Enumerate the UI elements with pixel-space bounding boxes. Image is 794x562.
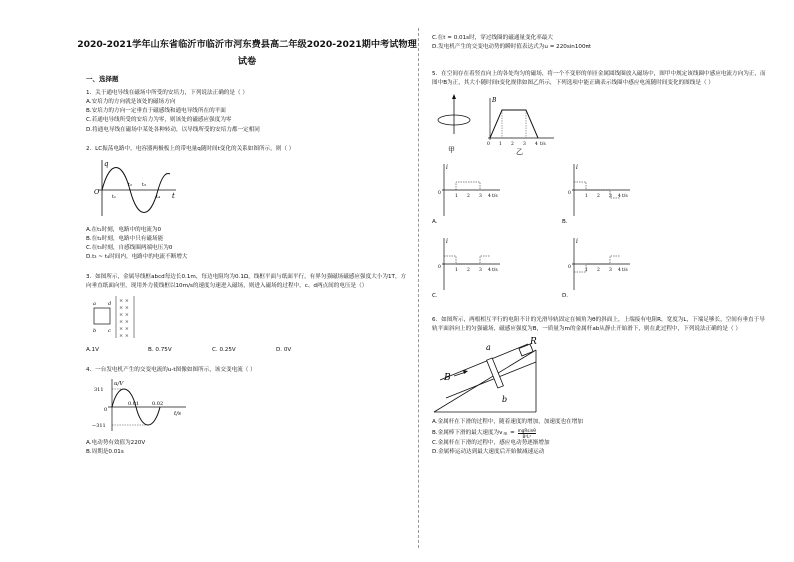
question-6-option-d: D.金属棒运动达到最大速度后开始做减速运动 <box>432 448 545 455</box>
question-3-option-c: C. 0.25V <box>212 346 236 353</box>
svg-text:t/s: t/s <box>492 194 498 200</box>
q5-graph-b <box>562 162 632 218</box>
question-2 <box>86 145 408 263</box>
svg-text:0: 0 <box>568 191 571 197</box>
svg-text:4: 4 <box>618 268 621 274</box>
label-B: B <box>444 373 451 384</box>
vmax-fraction <box>518 428 536 439</box>
question-2-option-b: B.在t₂时刻，电路中只有磁场能 <box>86 236 164 243</box>
question-1-option-d: D.将通电导线在磁场中某处各种转动，以导线所受的安培力都一定相同 <box>86 126 260 133</box>
svg-text:i: i <box>576 238 578 246</box>
label-yi: 乙 <box>516 148 523 157</box>
vmax-equals: = <box>508 429 517 436</box>
label-b: b <box>502 395 508 405</box>
svg-text:3: 3 <box>523 142 526 148</box>
svg-text:1: 1 <box>585 194 588 200</box>
svg-text:× ×: × × <box>119 304 129 311</box>
svg-text:1: 1 <box>455 268 458 274</box>
question-6-stem: 6．如图所示，两根相互平行的电阻不计的光滑导轨固定在倾角为θ的斜面上，上端接有电阻R，宽度为L，下端足够长，空间有垂直于导轨平面斜向上的匀强磁场，磁感应强度为B，一质量为m的金属杆ab从静止开始滑下，则在此过程中，下列说法正确的是（ ） <box>432 317 765 333</box>
title-line-1: 2020-2021学年山东省临沂市临沂市河东费县高二年级2020-2021期中考试物理 <box>77 39 417 50</box>
axis-t-label: t <box>172 191 175 200</box>
axis-B-label: B <box>492 97 497 105</box>
axis-q-label: q <box>104 159 109 168</box>
vmax-numerator: mgRsinθ <box>517 427 536 433</box>
question-5-option-c: C. <box>432 293 438 300</box>
question-6-option-b <box>432 428 766 439</box>
svg-text:i: i <box>446 164 448 172</box>
question-2-option-d: D.t₃ ~ t₄时间内，电路中的电流不断增大 <box>86 254 188 261</box>
question-4-option-c: C.在t = 0.01s时，穿过线圈的磁通量变化率最大 <box>432 35 553 41</box>
tick-001: 0.01 <box>128 400 140 407</box>
question-1-stem: 1．关于通电导线在磁场中所受的安培力，下列说法正确的是（ ） <box>86 90 248 96</box>
label-d: d <box>108 300 112 307</box>
right-column <box>432 36 766 457</box>
label-jia: 甲 <box>448 146 455 155</box>
svg-text:i: i <box>446 238 448 246</box>
svg-text:t/s: t/s <box>622 268 628 274</box>
section-heading: 一、选择题 <box>86 75 119 83</box>
question-5-option-d: D. <box>562 293 569 300</box>
question-5-stem: 5．在空间存在着竖直向上的各处均匀的磁场，将一个不变形的单匝金属圆线圈放入磁场中，图甲中规定该线圈中感应电流方向为正，而图中B为正，其大小随时间t变化规律如图乙所示，下列选项中能正确表示线圈中感应电流随时间变化的图线是（ ） <box>432 71 766 87</box>
question-3-option-b: B. 0.75V <box>148 346 172 353</box>
tick-neg311: −311 <box>92 422 106 429</box>
q5-setup-figures <box>432 94 562 156</box>
svg-text:× ×: × × <box>119 297 129 304</box>
question-3 <box>86 273 408 356</box>
lc-charge-graph <box>90 158 180 218</box>
question-2-stem: 2．LC振荡电路中，电容器两极板上的带电量q随时间t变化的关系如图所示，则（ ） <box>86 145 295 152</box>
axis-t-label: t/s <box>174 410 181 417</box>
svg-text:0: 0 <box>487 142 490 148</box>
svg-text:× ×: × × <box>119 318 129 325</box>
tick-t3: t₃ <box>142 181 147 188</box>
svg-text:3: 3 <box>609 268 612 274</box>
question-6-option-b-text: B.金属棒下滑的最大速度为v <box>432 429 503 436</box>
tick-0: 0 <box>104 406 108 413</box>
question-1 <box>86 89 408 135</box>
q5-graph-c <box>432 236 502 292</box>
left-column <box>77 36 417 457</box>
question-4-stem: 4．一台发电机产生的交变电流的u-t图像如图所示，该交变电流（ ） <box>86 366 256 373</box>
svg-text:× ×: × × <box>119 332 129 339</box>
svg-text:2: 2 <box>597 268 600 274</box>
label-R: R <box>530 337 537 348</box>
svg-text:2: 2 <box>467 194 470 200</box>
tick-002: 0.02 <box>152 400 164 407</box>
column-divider <box>418 28 419 548</box>
question-3-option-d: D. 0V <box>276 346 292 353</box>
question-1-option-c: C.若通电导线所受的安培力为零，则该处的磁感应强度为零 <box>86 117 232 124</box>
svg-text:2: 2 <box>467 268 470 274</box>
label-c: c <box>108 327 111 334</box>
question-6-option-a: A.金属杆在下滑的过程中，随着速度的增加，加速度也在增加 <box>432 419 583 426</box>
tick-311: 311 <box>94 386 104 393</box>
svg-text:0: 0 <box>568 265 571 271</box>
title-line-2: 试卷 <box>237 56 257 67</box>
svg-text:2: 2 <box>597 194 600 200</box>
svg-text:0: 0 <box>438 191 441 197</box>
q5-graph-a <box>432 162 502 218</box>
svg-text:× ×: × × <box>119 325 129 332</box>
question-3-stem: 3．如图所示，金属导线框abcd每边长0.1m，每边电阻均为0.1Ω，线框平面与纸面平行，有界匀强磁场磁感应强度大小为1T，方向垂直纸面向里，现用外力使线框以10m/s的速度匀速进入磁场，则进入磁场的过程中，c、d两点间的电压是（） <box>86 273 407 289</box>
question-4-option-a: A.电动势有效值为220V <box>86 439 146 446</box>
question-2-option-c: C.在t₃时刻，自感线圈两端电压为0 <box>86 245 173 252</box>
svg-text:4: 4 <box>618 194 621 200</box>
square-coil-diagram <box>90 294 150 340</box>
svg-text:i: i <box>576 164 578 172</box>
svg-text:4: 4 <box>535 142 538 148</box>
vmax-denominator: B²L² <box>522 433 532 439</box>
question-4 <box>86 366 408 457</box>
svg-text:3: 3 <box>479 268 482 274</box>
svg-text:0: 0 <box>438 265 441 271</box>
tick-t4: t₄ <box>156 193 161 200</box>
svg-text:t/s: t/s <box>492 268 498 274</box>
tick-t1: t₁ <box>112 193 117 200</box>
svg-text:4: 4 <box>488 194 491 200</box>
incline-rail-diagram <box>432 336 562 414</box>
question-6 <box>432 316 766 457</box>
svg-text:1: 1 <box>585 268 588 274</box>
axis-u-label: u/V <box>114 380 124 387</box>
origin-label: O <box>94 187 100 196</box>
question-2-option-a: A.在t₁时刻，电路中的电流为0 <box>86 226 162 233</box>
question-5 <box>432 70 766 312</box>
tick-t2: t₂ <box>128 181 133 188</box>
question-6-option-c: C.金属杆在下滑的过程中，感应电动势逐渐增加 <box>432 439 550 446</box>
question-5-option-a: A. <box>432 219 438 226</box>
label-b: b <box>93 327 97 334</box>
svg-text:2: 2 <box>511 142 514 148</box>
question-3-option-a: A.1V <box>86 346 99 353</box>
question-1-option-a: A.安培力的方向就是该处的磁场方向 <box>86 99 176 105</box>
axis-t-label: t/s <box>540 142 546 148</box>
question-4-option-b: B.周期是0.01s <box>86 448 124 455</box>
svg-text:t/s: t/s <box>622 194 628 200</box>
label-a: a <box>93 300 96 307</box>
exam-title <box>76 36 418 70</box>
svg-text:1: 1 <box>455 194 458 200</box>
ac-voltage-graph <box>90 377 190 433</box>
q5-graph-d <box>562 236 632 292</box>
question-5-option-b: B. <box>562 219 568 226</box>
svg-text:1: 1 <box>499 142 502 148</box>
svg-text:× ×: × × <box>119 311 129 318</box>
question-4-option-d: D.发电机产生的交变电动势的瞬时值表达式为u = 220sin100πt <box>432 44 592 51</box>
question-1-option-b: B.安培力的方向一定垂直于磁感线和通电导线所在的平面 <box>86 108 226 115</box>
vmax-subscript: m <box>503 430 508 436</box>
svg-text:4: 4 <box>488 268 491 274</box>
svg-text:3: 3 <box>479 194 482 200</box>
question-3-options <box>86 346 408 356</box>
svg-text:3: 3 <box>609 194 612 200</box>
q5-option-graphs <box>432 162 766 312</box>
label-a: a <box>486 343 491 353</box>
